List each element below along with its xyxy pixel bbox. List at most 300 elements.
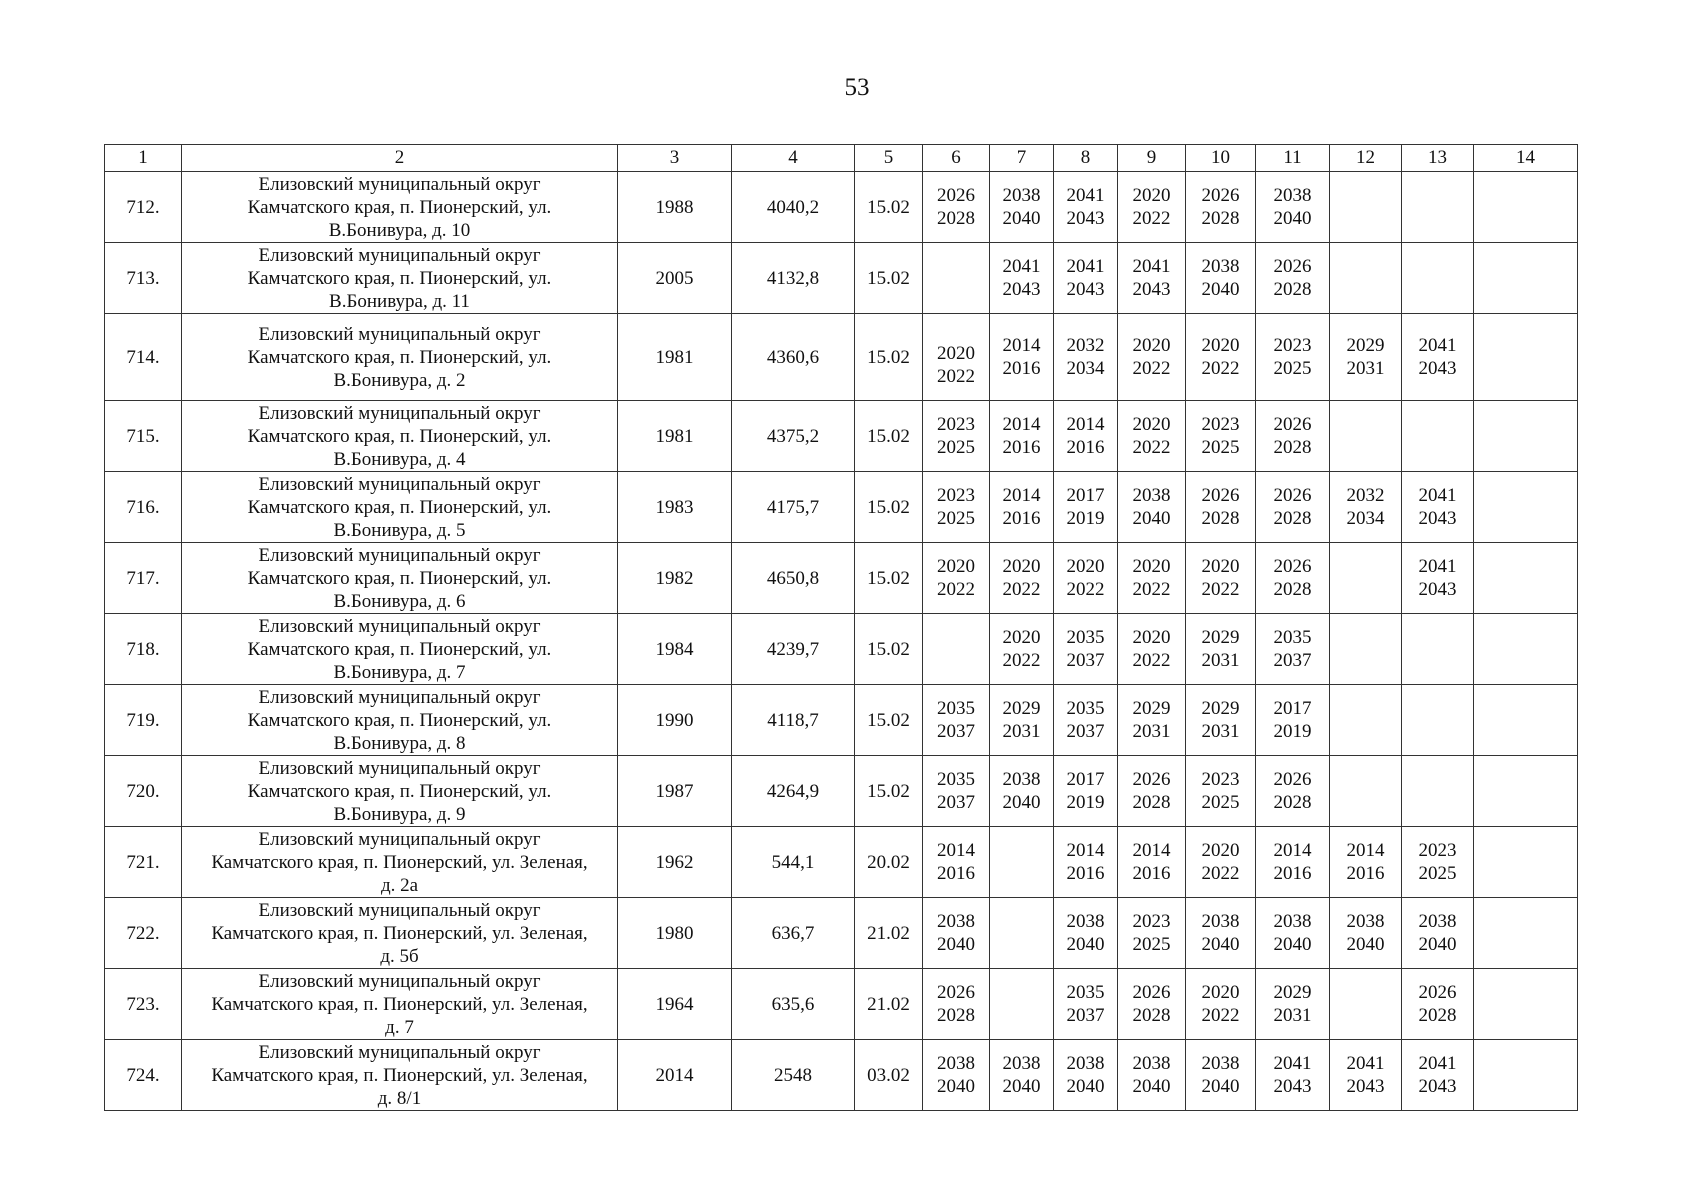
header-cell-7: 7 (990, 145, 1054, 172)
area-cell: 4650,8 (732, 543, 855, 614)
area-cell: 4132,8 (732, 243, 855, 314)
period-year: 2026 (1273, 769, 1312, 790)
period-year: 2016 (1273, 863, 1312, 884)
address-line: В.Бонивура, д. 9 (333, 803, 466, 825)
period-cell-12 (1330, 314, 1402, 401)
build-year-cell: 1981 (618, 314, 732, 401)
period-cell-14 (1474, 827, 1578, 898)
build-year-cell: 1988 (618, 172, 732, 243)
period-year: 2020 (937, 343, 975, 364)
period-year: 2043 (1418, 579, 1457, 600)
period-year: 2023 (1418, 840, 1457, 861)
build-year-cell: 1982 (618, 543, 732, 614)
period-cell-11 (1256, 1040, 1330, 1111)
period-cell-14 (1474, 543, 1578, 614)
period-year: 2037 (937, 721, 975, 742)
address-line: Камчатского края, п. Пионерский, ул. (247, 267, 552, 289)
period-cell-14 (1474, 401, 1578, 472)
period-year: 2041 (1418, 556, 1457, 577)
period-year: 2025 (1273, 358, 1312, 379)
period-year: 2041 (1418, 335, 1457, 356)
period-cell-6 (923, 401, 990, 472)
period-cell-10 (1186, 172, 1256, 243)
period-year: 2041 (1066, 256, 1105, 277)
period-year: 2022 (1002, 579, 1041, 600)
address-line: Елизовский муниципальный округ (258, 615, 541, 637)
period-year: 2034 (1066, 358, 1105, 379)
period-year: 2017 (1273, 698, 1312, 719)
period-year: 2031 (1346, 358, 1385, 379)
period-cell-11 (1256, 543, 1330, 614)
period-year: 2026 (937, 185, 975, 206)
period-cell-9 (1118, 243, 1186, 314)
address-line: В.Бонивура, д. 4 (333, 448, 466, 470)
header-row (105, 145, 1578, 172)
header-cell-13: 13 (1402, 145, 1474, 172)
code-cell: 03.02 (855, 1040, 923, 1111)
area-cell: 4118,7 (732, 685, 855, 756)
period-year: 2038 (1002, 1053, 1041, 1074)
period-cell-11 (1256, 969, 1330, 1040)
address-line: д. 8/1 (377, 1087, 422, 1109)
period-year: 2031 (1002, 721, 1041, 742)
period-cell-9 (1118, 172, 1186, 243)
period-cell-6 (923, 314, 990, 401)
period-year: 2022 (1002, 650, 1041, 671)
period-year: 2023 (1273, 335, 1312, 356)
header-cell-14: 14 (1474, 145, 1578, 172)
header-cell-3: 3 (618, 145, 732, 172)
address-line: Камчатского края, п. Пионерский, ул. Зеленая, (211, 1064, 588, 1086)
period-cell-11 (1256, 314, 1330, 401)
period-year: 2014 (1002, 414, 1041, 435)
period-year: 2038 (1002, 185, 1041, 206)
address-line: В.Бонивура, д. 2 (333, 369, 466, 391)
build-year-cell: 1984 (618, 614, 732, 685)
period-cell-10 (1186, 401, 1256, 472)
address-cell (182, 756, 618, 827)
period-year: 2035 (1066, 982, 1105, 1003)
period-year: 2025 (1418, 863, 1457, 884)
period-cell-7 (990, 314, 1054, 401)
row-number: 715. (105, 401, 182, 472)
period-year: 2037 (1066, 721, 1105, 742)
address-line: Елизовский муниципальный округ (258, 473, 541, 495)
period-year: 2026 (1132, 769, 1171, 790)
address-line: Елизовский муниципальный округ (258, 1041, 541, 1063)
period-year: 2040 (1346, 934, 1385, 955)
period-year: 2020 (1201, 335, 1240, 356)
period-year: 2040 (1066, 1076, 1105, 1097)
registry-table (104, 144, 1578, 1111)
address-cell (182, 1040, 618, 1111)
period-cell-12 (1330, 472, 1402, 543)
code-cell: 15.02 (855, 314, 923, 401)
address-line: Камчатского края, п. Пионерский, ул. (247, 638, 552, 660)
header-cell-12: 12 (1330, 145, 1402, 172)
period-year: 2020 (1002, 556, 1041, 577)
period-year: 2016 (1066, 863, 1105, 884)
address-cell (182, 898, 618, 969)
period-year: 2026 (1201, 185, 1240, 206)
code-cell: 15.02 (855, 614, 923, 685)
period-year: 2026 (1418, 982, 1457, 1003)
period-year: 2016 (1132, 863, 1171, 884)
period-cell-12 (1330, 614, 1402, 685)
period-year: 2016 (937, 863, 975, 884)
period-year: 2037 (1273, 650, 1312, 671)
period-year: 2020 (1066, 556, 1105, 577)
period-cell-8 (1054, 243, 1118, 314)
row-number: 721. (105, 827, 182, 898)
build-year-cell: 2014 (618, 1040, 732, 1111)
period-year: 2020 (1201, 840, 1240, 861)
address-line: Камчатского края, п. Пионерский, ул. (247, 567, 552, 589)
period-year: 2022 (937, 579, 975, 600)
table-row (105, 827, 1578, 898)
address-line: Елизовский муниципальный округ (258, 970, 541, 992)
period-year: 2040 (1132, 508, 1171, 529)
row-number: 714. (105, 314, 182, 401)
period-cell-6 (923, 472, 990, 543)
period-cell-14 (1474, 685, 1578, 756)
period-year: 2040 (937, 934, 975, 955)
period-year: 2029 (1132, 698, 1171, 719)
address-line: В.Бонивура, д. 7 (333, 661, 466, 683)
period-year: 2026 (1201, 485, 1240, 506)
period-cell-8 (1054, 314, 1118, 401)
period-year: 2023 (1201, 414, 1240, 435)
period-cell-14 (1474, 969, 1578, 1040)
page-number: 53 (844, 74, 870, 101)
period-year: 2022 (1132, 358, 1171, 379)
address-line: д. 7 (385, 1016, 414, 1038)
period-year: 2041 (1066, 185, 1105, 206)
address-cell (182, 314, 618, 401)
period-cell-6 (923, 827, 990, 898)
period-cell-7 (990, 543, 1054, 614)
period-year: 2031 (1273, 1005, 1312, 1026)
period-cell-6 (923, 1040, 990, 1111)
period-year: 2035 (1066, 698, 1105, 719)
row-number: 720. (105, 756, 182, 827)
period-year: 2023 (937, 485, 975, 506)
row-number: 722. (105, 898, 182, 969)
period-year: 2035 (937, 698, 975, 719)
period-year: 2020 (1132, 335, 1171, 356)
period-year: 2041 (1418, 485, 1457, 506)
header-cell-5: 5 (855, 145, 923, 172)
period-cell-10 (1186, 685, 1256, 756)
address-line: В.Бонивура, д. 10 (328, 219, 471, 241)
period-cell-8 (1054, 756, 1118, 827)
period-year: 2028 (1273, 792, 1312, 813)
period-year: 2038 (1346, 911, 1385, 932)
period-year: 2038 (1132, 485, 1171, 506)
period-cell-11 (1256, 827, 1330, 898)
period-cell-11 (1256, 401, 1330, 472)
period-cell-13 (1402, 314, 1474, 401)
address-cell (182, 614, 618, 685)
address-line: д. 5б (380, 945, 419, 967)
build-year-cell: 1987 (618, 756, 732, 827)
period-cell-7 (990, 172, 1054, 243)
address-line: Камчатского края, п. Пионерский, ул. (247, 780, 552, 802)
period-year: 2043 (1418, 358, 1457, 379)
period-year: 2019 (1066, 792, 1105, 813)
period-year: 2029 (1201, 627, 1240, 648)
period-year: 2016 (1002, 437, 1041, 458)
address-line: Елизовский муниципальный округ (258, 402, 541, 424)
period-year: 2020 (1132, 414, 1171, 435)
period-cell-13 (1402, 898, 1474, 969)
period-year: 2014 (1066, 840, 1105, 861)
table-row (105, 685, 1578, 756)
period-year: 2019 (1066, 508, 1105, 529)
period-cell-9 (1118, 401, 1186, 472)
code-cell: 21.02 (855, 969, 923, 1040)
period-cell-13 (1402, 472, 1474, 543)
period-year: 2043 (1066, 279, 1105, 300)
period-year: 2020 (1132, 627, 1171, 648)
period-year: 2041 (1002, 256, 1041, 277)
period-year: 2019 (1273, 721, 1312, 742)
period-year: 2020 (1132, 185, 1171, 206)
header-cell-6: 6 (923, 145, 990, 172)
address-line: Елизовский муниципальный округ (258, 757, 541, 779)
period-cell-6 (923, 543, 990, 614)
period-cell-14 (1474, 472, 1578, 543)
table-row (105, 243, 1578, 314)
address-cell (182, 969, 618, 1040)
address-cell (182, 685, 618, 756)
period-cell-13 (1402, 756, 1474, 827)
period-year: 2022 (1201, 579, 1240, 600)
period-year: 2038 (1132, 1053, 1171, 1074)
period-year: 2041 (1132, 256, 1171, 277)
row-number: 718. (105, 614, 182, 685)
period-year: 2022 (1201, 1005, 1240, 1026)
period-cell-10 (1186, 472, 1256, 543)
build-year-cell: 2005 (618, 243, 732, 314)
period-year: 2028 (1418, 1005, 1457, 1026)
period-cell-8 (1054, 685, 1118, 756)
period-cell-10 (1186, 898, 1256, 969)
period-year: 2040 (1201, 1076, 1240, 1097)
period-year: 2029 (1002, 698, 1041, 719)
period-year: 2038 (1201, 1053, 1240, 1074)
period-year: 2026 (937, 982, 975, 1003)
period-year: 2037 (937, 792, 975, 813)
period-year: 2026 (1273, 556, 1312, 577)
period-year: 2023 (1132, 911, 1171, 932)
period-year: 2022 (1201, 358, 1240, 379)
code-cell: 20.02 (855, 827, 923, 898)
area-cell: 635,6 (732, 969, 855, 1040)
period-cell-10 (1186, 314, 1256, 401)
period-year: 2038 (937, 911, 975, 932)
period-year: 2022 (1132, 437, 1171, 458)
period-cell-6 (923, 898, 990, 969)
address-line: Камчатского края, п. Пионерский, ул. (247, 425, 552, 447)
period-cell-14 (1474, 243, 1578, 314)
period-year: 2026 (1273, 414, 1312, 435)
address-line: В.Бонивура, д. 5 (333, 519, 466, 541)
period-year: 2037 (1066, 650, 1105, 671)
build-year-cell: 1983 (618, 472, 732, 543)
period-cell-14 (1474, 172, 1578, 243)
period-cell-11 (1256, 472, 1330, 543)
period-year: 2026 (1273, 256, 1312, 277)
period-cell-7 (990, 401, 1054, 472)
period-cell-12 (1330, 898, 1402, 969)
period-cell-12 (1330, 756, 1402, 827)
period-cell-13 (1402, 614, 1474, 685)
period-year: 2038 (1201, 911, 1240, 932)
code-cell: 21.02 (855, 898, 923, 969)
period-year: 2043 (1132, 279, 1171, 300)
period-cell-11 (1256, 172, 1330, 243)
area-cell: 4040,2 (732, 172, 855, 243)
period-year: 2025 (1201, 437, 1240, 458)
period-cell-13 (1402, 969, 1474, 1040)
period-cell-14 (1474, 1040, 1578, 1111)
period-cell-13 (1402, 401, 1474, 472)
period-year: 2022 (1066, 579, 1105, 600)
period-year: 2022 (1132, 650, 1171, 671)
period-year: 2028 (1273, 508, 1312, 529)
address-line: Елизовский муниципальный округ (258, 544, 541, 566)
address-line: Елизовский муниципальный округ (258, 899, 541, 921)
code-cell: 15.02 (855, 543, 923, 614)
period-cell-12 (1330, 243, 1402, 314)
area-cell: 636,7 (732, 898, 855, 969)
address-cell (182, 543, 618, 614)
period-cell-9 (1118, 472, 1186, 543)
table-row (105, 314, 1578, 401)
period-cell-12 (1330, 401, 1402, 472)
period-cell-8 (1054, 172, 1118, 243)
period-cell-9 (1118, 1040, 1186, 1111)
table-row (105, 969, 1578, 1040)
period-year: 2043 (1066, 208, 1105, 229)
address-line: Елизовский муниципальный округ (258, 828, 541, 850)
period-year: 2038 (1273, 185, 1312, 206)
period-cell-7 (990, 827, 1054, 898)
address-line: д. 2а (380, 874, 419, 896)
period-year: 2040 (1002, 792, 1041, 813)
period-year: 2028 (1273, 579, 1312, 600)
build-year-cell: 1981 (618, 401, 732, 472)
period-year: 2038 (1273, 911, 1312, 932)
address-line: Елизовский муниципальный округ (258, 323, 541, 345)
header-cell-10: 10 (1186, 145, 1256, 172)
period-cell-9 (1118, 543, 1186, 614)
period-cell-7 (990, 1040, 1054, 1111)
period-cell-9 (1118, 685, 1186, 756)
period-year: 2040 (1201, 279, 1240, 300)
period-cell-12 (1330, 1040, 1402, 1111)
row-number: 724. (105, 1040, 182, 1111)
period-year: 2014 (1002, 335, 1041, 356)
period-cell-9 (1118, 756, 1186, 827)
period-year: 2014 (1346, 840, 1385, 861)
address-line: Елизовский муниципальный округ (258, 686, 541, 708)
period-year: 2016 (1346, 863, 1385, 884)
period-year: 2014 (1002, 485, 1041, 506)
period-year: 2020 (1002, 627, 1041, 648)
code-cell: 15.02 (855, 472, 923, 543)
period-year: 2031 (1201, 650, 1240, 671)
period-cell-9 (1118, 827, 1186, 898)
period-year: 2031 (1201, 721, 1240, 742)
header-cell-9: 9 (1118, 145, 1186, 172)
period-cell-14 (1474, 314, 1578, 401)
period-year: 2029 (1346, 335, 1385, 356)
code-cell: 15.02 (855, 172, 923, 243)
period-year: 2022 (1132, 208, 1171, 229)
period-year: 2020 (1201, 982, 1240, 1003)
period-year: 2029 (1201, 698, 1240, 719)
period-year: 2038 (937, 1053, 975, 1074)
period-year: 2028 (1132, 1005, 1171, 1026)
period-year: 2022 (1201, 863, 1240, 884)
period-year: 2014 (937, 840, 975, 861)
period-year: 2022 (1132, 579, 1171, 600)
address-line: Елизовский муниципальный округ (258, 244, 541, 266)
period-cell-7 (990, 969, 1054, 1040)
period-cell-11 (1256, 898, 1330, 969)
period-year: 2035 (1273, 627, 1312, 648)
address-line: Камчатского края, п. Пионерский, ул. Зеленая, (211, 993, 588, 1015)
period-cell-11 (1256, 614, 1330, 685)
period-year: 2014 (1132, 840, 1171, 861)
code-cell: 15.02 (855, 756, 923, 827)
address-line: В.Бонивура, д. 8 (333, 732, 466, 754)
period-year: 2032 (1346, 485, 1385, 506)
period-cell-12 (1330, 172, 1402, 243)
address-line: Камчатского края, п. Пионерский, ул. Зеленая, (211, 922, 588, 944)
period-year: 2026 (1273, 485, 1312, 506)
period-cell-13 (1402, 243, 1474, 314)
area-cell: 4239,7 (732, 614, 855, 685)
period-year: 2043 (1002, 279, 1041, 300)
period-year: 2043 (1418, 1076, 1457, 1097)
code-cell: 15.02 (855, 401, 923, 472)
period-year: 2016 (1002, 358, 1041, 379)
area-cell: 4360,6 (732, 314, 855, 401)
period-year: 2038 (1066, 911, 1105, 932)
period-cell-8 (1054, 543, 1118, 614)
period-cell-6 (923, 685, 990, 756)
period-year: 2035 (1066, 627, 1105, 648)
period-year: 2025 (937, 437, 975, 458)
period-cell-6 (923, 756, 990, 827)
address-cell (182, 827, 618, 898)
period-cell-7 (990, 685, 1054, 756)
period-cell-12 (1330, 827, 1402, 898)
period-year: 2040 (1201, 934, 1240, 955)
table-row (105, 614, 1578, 685)
header-cell-4: 4 (732, 145, 855, 172)
period-cell-10 (1186, 243, 1256, 314)
header-cell-2: 2 (182, 145, 618, 172)
period-year: 2023 (1201, 769, 1240, 790)
period-cell-10 (1186, 1040, 1256, 1111)
table-row (105, 543, 1578, 614)
period-year: 2043 (1273, 1076, 1312, 1097)
period-cell-12 (1330, 685, 1402, 756)
